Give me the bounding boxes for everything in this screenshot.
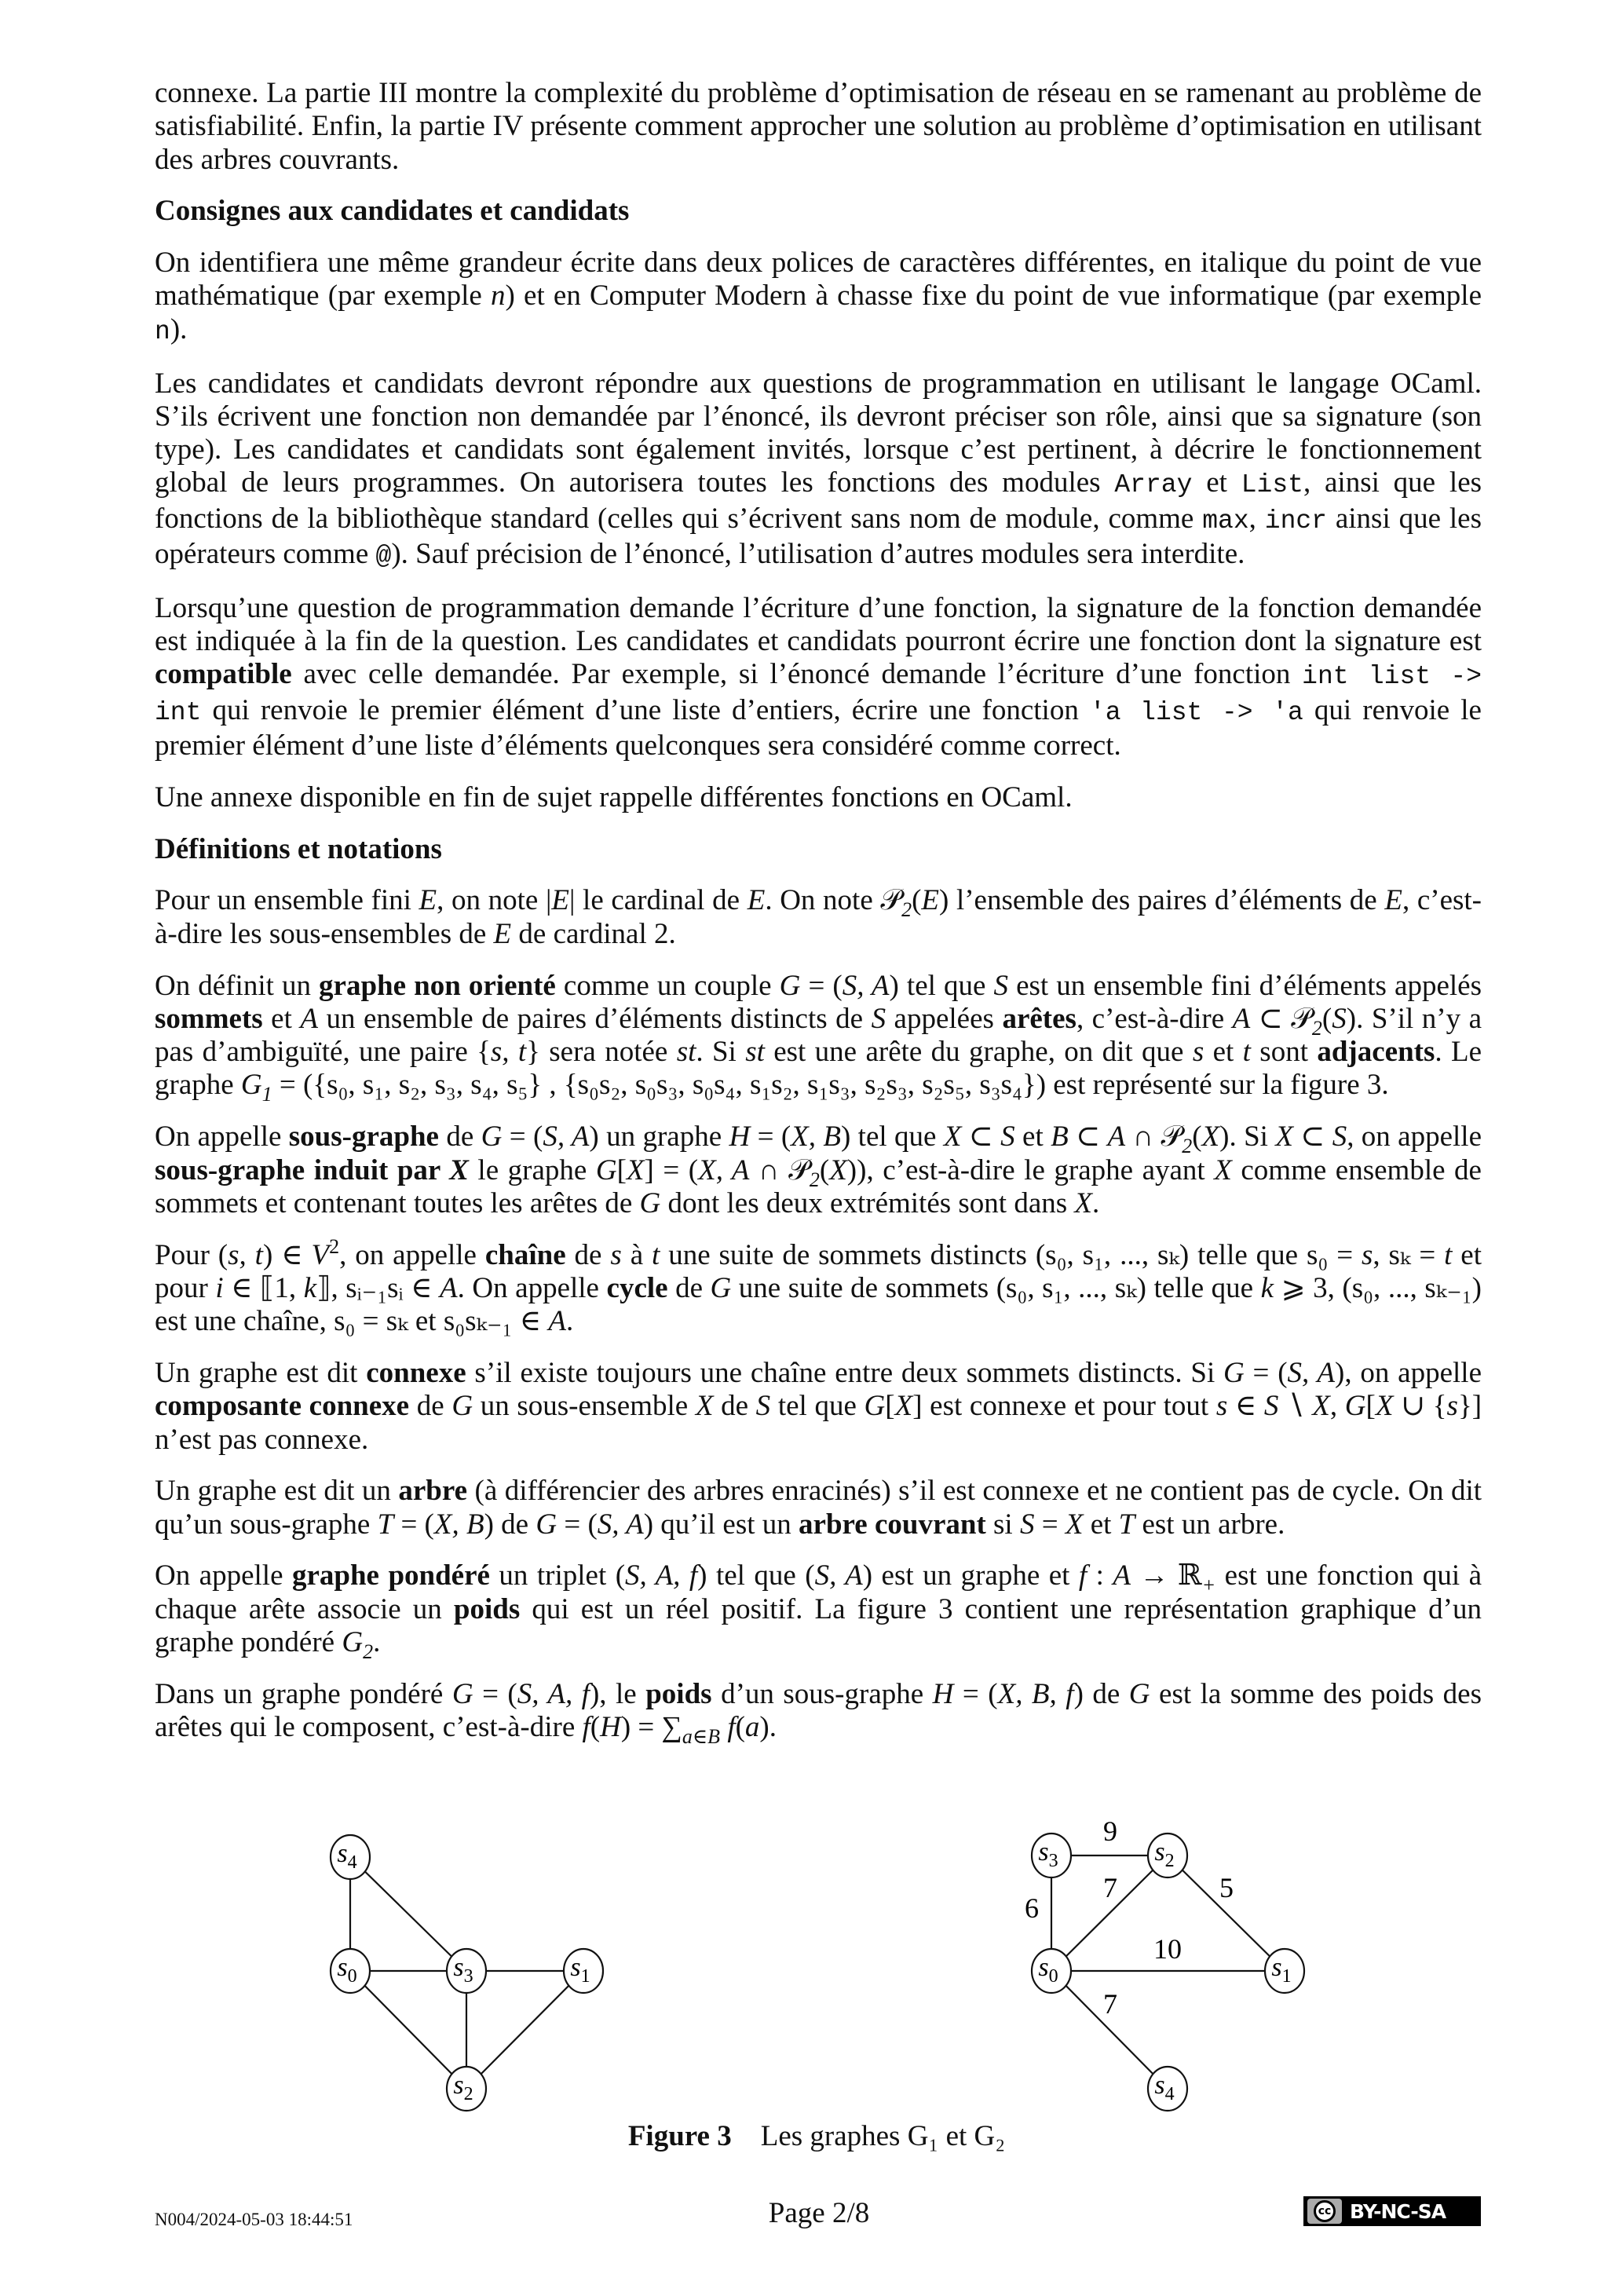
math-text: f — [1078, 1559, 1087, 1592]
math-text: t — [652, 1238, 660, 1271]
code-text: max — [1202, 506, 1249, 536]
math-text: X — [1074, 1186, 1093, 1219]
math-text: G — [639, 1186, 661, 1219]
math-text: S — [1332, 1002, 1347, 1035]
text-run: Lorsqu’une question de programmation demande l’écriture d’une fonction, la signature de la fonction demandée est indiquée à la fin de la question. Les candidates et candidats pourront écrire une fonction dont la signature est — [155, 591, 1482, 658]
text-run: (à différencier des arbres enracinés) s’il est connexe et ne contient pas de cycle. On dit qu’un sous-graphe — [155, 1475, 1482, 1541]
math-text: G — [342, 1626, 364, 1659]
math-text: X, A — [698, 1153, 750, 1186]
text-run: ⊂ — [961, 1121, 1001, 1153]
math-text: E — [921, 884, 939, 917]
text-run: de — [565, 1238, 611, 1271]
math-text: G — [451, 1677, 473, 1710]
bold-term: graphe pondéré — [291, 1559, 490, 1592]
text-run: , c’est-à-dire — [1076, 1002, 1233, 1035]
math-text: T — [377, 1508, 394, 1541]
page-number: Page 2/8 — [768, 2197, 870, 2229]
text-run: = ( — [502, 1121, 543, 1153]
text-run: ∖ — [1278, 1390, 1313, 1423]
text-run: un triplet ( — [489, 1559, 626, 1592]
math-text: s — [610, 1238, 622, 1271]
math-text: A — [300, 1002, 318, 1035]
text-run: ) et en Computer Modern à chasse fixe du point de vue informatique (par exemple — [505, 280, 1482, 313]
text-run: On appelle — [155, 1121, 289, 1153]
bold-term: compatible — [155, 658, 292, 691]
text-run: un ensemble de paires d’éléments distincts de — [318, 1002, 872, 1035]
math-text: X — [695, 1390, 714, 1423]
bold-term: sous-graphe — [288, 1121, 439, 1153]
text-run: , — [1248, 502, 1265, 535]
bold-term: graphe non orienté — [319, 969, 556, 1002]
math-text: S — [755, 1390, 771, 1423]
text-run: un sous-ensemble — [473, 1390, 696, 1423]
math-text: G — [595, 1153, 617, 1186]
text-run: . Si — [696, 1036, 746, 1069]
text-run: Un graphe est dit un — [155, 1475, 399, 1508]
text-run: de — [713, 1390, 756, 1423]
math-text: X — [943, 1121, 962, 1153]
edge-weight: 5 — [1219, 1872, 1234, 1903]
bold-term: adjacents — [1317, 1036, 1435, 1069]
edge-weight: 9 — [1103, 1815, 1117, 1847]
text-run: de — [667, 1271, 711, 1304]
cc-icon: cc — [1307, 2199, 1342, 2224]
math-text: G — [1128, 1677, 1150, 1710]
math-text: a — [744, 1711, 760, 1744]
code-text: List — [1241, 470, 1303, 500]
math-text: X — [829, 1153, 847, 1186]
text-run: ) de — [484, 1508, 536, 1541]
math-text: E — [747, 884, 766, 917]
math-text: k — [303, 1271, 317, 1304]
math-text: X — [626, 1153, 645, 1186]
text-run: ), le — [589, 1677, 646, 1710]
text-run: de cardinal 2. — [511, 917, 676, 950]
text-run: d’un sous-graphe — [711, 1677, 933, 1710]
math-text: + — [1201, 1574, 1216, 1597]
text-run: est un arbre. — [1135, 1508, 1285, 1541]
text-run: et — [1014, 1121, 1051, 1153]
text-run: [ — [1365, 1390, 1376, 1423]
text-run: une suite de sommets distincts (s₀, s₁, ..., sₖ) telle que s₀ = — [660, 1238, 1362, 1271]
text-run: ). Sauf précision de l’énoncé, l’utilisation d’autres modules sera interdite. — [391, 538, 1245, 571]
bold-term: poids — [645, 1677, 712, 1710]
g1-edge — [350, 1857, 466, 1971]
math-text: T — [1118, 1508, 1135, 1541]
text-run: ∩ 𝒫 — [1125, 1121, 1183, 1153]
code-text: incr — [1264, 506, 1327, 536]
text-run: ⩾ 3, (s₀, ..., sₖ₋₁) est une chaîne, s₀ = sₖ et s₀sₖ₋₁ ∈ — [155, 1271, 1482, 1338]
math-text: G — [710, 1271, 732, 1304]
text-run: le graphe — [468, 1153, 596, 1186]
text-run: ) tel que — [889, 969, 994, 1002]
text-run: appelées — [886, 1002, 1003, 1035]
text-run: comme ensemble de sommets et contenant toutes les arêtes de — [155, 1153, 1482, 1219]
math-text: X — [1214, 1153, 1232, 1186]
math-text: S — [1000, 1121, 1015, 1153]
text-run: = ( — [1244, 1357, 1288, 1389]
math-text: s — [1192, 1036, 1204, 1069]
math-text: f — [582, 1711, 590, 1744]
math-text: s — [1361, 1238, 1373, 1271]
text-run: et pour — [155, 1238, 1482, 1304]
code-text: n — [155, 316, 170, 346]
text-run: une suite de sommets (s₀, s₁, ..., sₖ) telle que — [731, 1271, 1261, 1304]
math-text: H — [729, 1121, 751, 1153]
vertex-label: $s_3$ — [1038, 1837, 1058, 1871]
text-run: comme un couple — [555, 969, 780, 1002]
math-text: st — [745, 1036, 765, 1069]
math-text: G — [1223, 1357, 1245, 1389]
vertex-label: $s_3$ — [453, 1953, 473, 1987]
text-run: et — [262, 1002, 301, 1035]
text-run: ⊂ 𝒫 — [1250, 1002, 1312, 1035]
bold-term: poids — [453, 1592, 521, 1625]
edge-weight: 7 — [1103, 1988, 1117, 2020]
math-text: G — [240, 1069, 262, 1102]
text-run: si — [985, 1508, 1020, 1541]
math-text: t — [1242, 1036, 1251, 1069]
bold-term: arêtes — [1002, 1002, 1077, 1035]
text-run: ) un graphe — [589, 1121, 729, 1153]
text-run: ( — [1192, 1121, 1202, 1153]
text-run: } sera notée — [526, 1036, 677, 1069]
math-text: S — [1332, 1121, 1347, 1153]
math-text: i — [215, 1271, 224, 1304]
text-run: est une fonction qui à chaque arête associe un — [155, 1559, 1482, 1625]
text-run: . On appelle — [457, 1271, 607, 1304]
text-run: = ( — [800, 969, 843, 1002]
text-run: Une annexe disponible en fin de sujet rappelle différentes fonctions en OCaml. — [155, 781, 1073, 813]
math-text: t — [1444, 1238, 1453, 1271]
math-text: s, t — [490, 1036, 527, 1069]
text-run: = — [1034, 1508, 1066, 1541]
math-text: 2 — [363, 1640, 374, 1664]
text-run: tel que — [770, 1390, 865, 1423]
text-run: On identifiera une même grandeur écrite dans deux polices de caractères différentes, en italique du point de vue mathématique (par exemple — [155, 247, 1482, 313]
math-text: B — [1051, 1121, 1069, 1153]
g1-edge — [350, 1971, 466, 2089]
text-run: ∩ 𝒫 — [749, 1153, 810, 1186]
math-text: X — [449, 1153, 469, 1186]
math-text: G — [536, 1508, 557, 1541]
math-text: st — [676, 1036, 696, 1069]
math-text: s, t — [228, 1238, 263, 1271]
math-text: f — [727, 1711, 736, 1744]
vertex-label: $s_4$ — [1154, 2071, 1175, 2104]
math-text: X — [1312, 1390, 1330, 1423]
math-text: X — [1201, 1121, 1220, 1153]
bold-term: chaîne — [484, 1238, 566, 1271]
math-text: X — [1375, 1390, 1394, 1423]
math-text: 2 — [1311, 1016, 1322, 1040]
math-text: H — [600, 1711, 621, 1744]
text-run: ] = ( — [644, 1153, 699, 1186]
text-run: qui renvoie le premier élément d’une liste d’entiers, écrire une fonction — [201, 693, 1090, 726]
edge-weight: 6 — [1025, 1892, 1039, 1924]
math-text: H — [932, 1677, 954, 1710]
text-run: Un graphe est dit — [155, 1357, 367, 1389]
text-run: Pour un ensemble fini — [155, 884, 419, 917]
math-text: E — [419, 884, 437, 917]
math-text: V — [311, 1238, 330, 1271]
code-text: int list -> int — [155, 662, 1482, 727]
math-text: s — [1446, 1390, 1458, 1423]
code-text: Array — [1114, 470, 1193, 500]
text-run: ) ∈ — [262, 1238, 312, 1271]
math-text: 2 — [901, 898, 912, 922]
text-run: , c’est-à-dire les sous-ensembles de — [155, 884, 1482, 950]
text-run: et — [1083, 1508, 1119, 1541]
text-run: ). — [170, 313, 188, 345]
text-run: , — [1329, 1390, 1345, 1423]
math-text: G — [1344, 1390, 1366, 1423]
text-run: Définitions et notations — [155, 832, 442, 865]
math-text: S, A — [842, 969, 890, 1002]
text-run: ) l’ensemble des paires d’éléments de — [939, 884, 1385, 917]
bold-term: cycle — [606, 1271, 668, 1304]
math-text: S, A, f — [517, 1677, 590, 1710]
edge-weight: 7 — [1103, 1872, 1117, 1903]
text-run: = ({s₀, s₁, s₂, s₃, s₄, s₅} , {s₀s₂, s₀s₃, s₀s₄, s₁s₂, s₁s₃, s₂s₃, s₂s₅, s₃s₄}) est représenté sur la figure 3. — [272, 1069, 1389, 1102]
text-run: = ( — [393, 1508, 434, 1541]
text-run: [ — [616, 1153, 627, 1186]
text-run: ) qu’il est un — [643, 1508, 799, 1541]
figure-caption — [0, 2120, 1623, 2153]
text-run: = ( — [473, 1677, 517, 1710]
text-run: ) tel que ( — [697, 1559, 815, 1592]
math-text: k — [1260, 1271, 1274, 1304]
code-text: @ — [375, 542, 392, 572]
text-run: . — [373, 1626, 381, 1659]
bold-term: arbre — [398, 1475, 468, 1508]
text-run: qui renvoie le premier élément d’une liste d’éléments quelconques sera considéré comme correct. — [155, 693, 1482, 762]
text-run: est une arête du graphe, on dit que — [764, 1036, 1193, 1069]
text-run: . — [565, 1305, 574, 1338]
math-text: s — [1215, 1390, 1228, 1423]
license-text: BY-NC-SA — [1350, 2199, 1446, 2223]
text-run: [ — [885, 1390, 895, 1423]
math-text: S, A — [597, 1508, 644, 1541]
text-run: ⟧, sᵢ₋₁sᵢ ∈ — [316, 1271, 440, 1304]
text-run: . On note 𝒫 — [765, 884, 902, 917]
math-text: S — [993, 969, 1009, 1002]
text-run: ∈ — [1227, 1390, 1264, 1423]
text-run: On appelle — [155, 1559, 292, 1592]
text-run: Consignes aux candidates et candidats — [155, 195, 630, 228]
text-run: de — [438, 1121, 481, 1153]
cc-license-badge — [1303, 2196, 1481, 2226]
text-run: Pour ( — [155, 1238, 228, 1271]
math-text: A — [440, 1271, 458, 1304]
text-run: ). Si — [1219, 1121, 1276, 1153]
text-run: ) = ∑ — [620, 1711, 682, 1744]
math-text: S — [871, 1002, 886, 1035]
math-text: A — [548, 1305, 566, 1338]
text-run: ). — [759, 1711, 777, 1744]
math-text: X, B — [791, 1121, 841, 1153]
math-text: a∈B — [682, 1725, 721, 1749]
text-run: , sₖ = — [1373, 1238, 1445, 1271]
text-run: ) de — [1073, 1677, 1129, 1710]
math-text: S, A — [814, 1559, 863, 1592]
text-run: ). S’il n’y a pas d’ambiguïté, une paire { — [155, 1002, 1482, 1069]
vertex-label: $s_0$ — [337, 1953, 357, 1987]
code-text: 'a list -> 'a — [1089, 697, 1303, 727]
text-run: ⊂ — [1292, 1121, 1332, 1153]
math-text: S — [1263, 1390, 1279, 1423]
bold-term: sommets — [155, 1002, 263, 1035]
vertex-label: $s_0$ — [1038, 1953, 1058, 1987]
text-run: }] n’est pas connexe. — [155, 1390, 1482, 1456]
vertex-label: $s_2$ — [453, 2071, 473, 2104]
vertex-label: $s_2$ — [1154, 1837, 1175, 1871]
text-run: , on appelle — [339, 1238, 485, 1271]
text-run: . Le graphe — [155, 1036, 1482, 1102]
math-text: 1 — [261, 1083, 272, 1106]
g1-edge — [466, 1971, 583, 2089]
text-run: On définit un — [155, 969, 320, 1002]
text-run: )), c’est-à-dire le graphe ayant — [846, 1153, 1215, 1186]
text-run: et — [1204, 1036, 1243, 1069]
math-text: E — [551, 884, 569, 917]
text-run: qui est un réel positif. La figure 3 contient une représentation graphique d’un graphe pondéré — [155, 1592, 1482, 1659]
text-run: = ( — [557, 1508, 598, 1541]
text-run: ), on appelle — [1335, 1357, 1482, 1389]
vertex-label: $s_1$ — [1271, 1953, 1292, 1987]
text-run: ] est connexe et pour tout — [912, 1390, 1216, 1423]
bold-term: connexe — [366, 1357, 466, 1389]
text-run: et — [1192, 466, 1241, 499]
bold-term: composante connexe — [155, 1390, 410, 1423]
math-text: G — [451, 1390, 473, 1423]
caption-text: Les graphes G₁ et G₂ — [760, 2120, 1006, 2152]
text-run: ) est un graphe et — [862, 1559, 1079, 1592]
text-run: . — [1092, 1186, 1100, 1219]
math-text: 2 — [809, 1168, 820, 1191]
math-text: A — [1107, 1121, 1126, 1153]
math-text: A — [1232, 1002, 1251, 1035]
text-run: , on appelle — [1347, 1121, 1482, 1153]
math-text: G — [864, 1390, 886, 1423]
math-text: 2 — [329, 1234, 340, 1258]
text-run: est la somme des poids des arêtes qui le composent, c’est-à-dire — [155, 1677, 1482, 1744]
document-id: N004/2024-05-03 18:44:51 — [155, 2210, 353, 2229]
text-run: ( — [735, 1711, 745, 1744]
math-text: X — [1065, 1508, 1084, 1541]
text-run: ( — [912, 884, 922, 917]
math-text: X, B — [433, 1508, 484, 1541]
math-text: S — [1019, 1508, 1035, 1541]
vertex-label: $s_4$ — [337, 1839, 357, 1873]
text-run: Dans un graphe pondéré — [155, 1677, 452, 1710]
vertex-label: $s_1$ — [570, 1953, 590, 1987]
text-run: | le cardinal de — [569, 884, 748, 917]
text-run: ⊂ — [1068, 1121, 1108, 1153]
text-run: → ℝ — [1130, 1559, 1202, 1592]
math-text: S, A, f — [625, 1559, 698, 1592]
text-run: ( — [819, 1153, 830, 1186]
text-run: connexe. La partie III montre la complexité du problème d’optimisation de réseau en se ramenant au problème de satisfiabilité. Enfin, la partie IV présente comment approcher une solution au problème d’optimisation en utilisant des arbres couvrants. — [155, 77, 1482, 176]
math-text: G — [779, 969, 801, 1002]
text-run: ∈ ⟦1, — [223, 1271, 304, 1304]
bold-term: sous-graphe induit par — [155, 1153, 450, 1186]
text-run: ainsi que les opérateurs comme — [155, 502, 1482, 571]
math-text: X — [894, 1390, 913, 1423]
math-text: S, A — [543, 1121, 590, 1153]
math-text: n — [491, 280, 506, 313]
text-run: sont — [1250, 1036, 1318, 1069]
bold-term: arbre couvrant — [799, 1508, 986, 1541]
math-text: 2 — [1182, 1135, 1193, 1158]
text-run: Les candidates et candidats devront répondre aux questions de programmation en utilisant le langage OCaml. S’ils écrivent une fonction non demandée par l’énoncé, ils devront préciser son rôle, ainsi que sa signature (son type). Les candidates et candidats sont également invités, lorsque c’est pertinent, à décrire le fonctionnement global de leurs programmes. On autorisera toutes les fonctions des modules — [155, 367, 1482, 499]
math-text: S, A — [1287, 1357, 1336, 1389]
text-run: de — [409, 1390, 452, 1423]
math-text: X — [1275, 1121, 1293, 1153]
text-run: s’il existe toujours une chaîne entre deux sommets distincts. Si — [466, 1357, 1224, 1389]
math-text: X, B, f — [997, 1677, 1074, 1710]
math-text: E — [493, 917, 512, 950]
text-run: avec celle demandée. Par exemple, si l’énoncé demande l’écriture d’une fonction — [291, 658, 1303, 691]
text-run: dont les deux extrémités sont dans — [660, 1186, 1075, 1219]
text-run: , on note | — [437, 884, 552, 917]
text-run: = ( — [953, 1677, 998, 1710]
math-text: A — [1113, 1559, 1131, 1592]
text-run: : — [1087, 1559, 1113, 1592]
caption-label: Figure 3 — [627, 2120, 732, 2152]
text-run: ∪ { — [1393, 1390, 1447, 1423]
math-text: E — [1384, 884, 1402, 917]
edge-weight: 10 — [1153, 1933, 1182, 1965]
text-run: ( — [1321, 1002, 1332, 1035]
text-run: ) tel que — [840, 1121, 944, 1153]
text-run: est un ensemble fini d’éléments appelés — [1008, 969, 1482, 1002]
text-run: , ainsi que les fonctions de la bibliothèque standard (celles qui s’écrivent sans nom de module, comme — [155, 466, 1482, 535]
text-run: ( — [590, 1711, 601, 1744]
text-run: à — [621, 1238, 652, 1271]
text-run: = ( — [750, 1121, 791, 1153]
math-text: G — [481, 1121, 503, 1153]
